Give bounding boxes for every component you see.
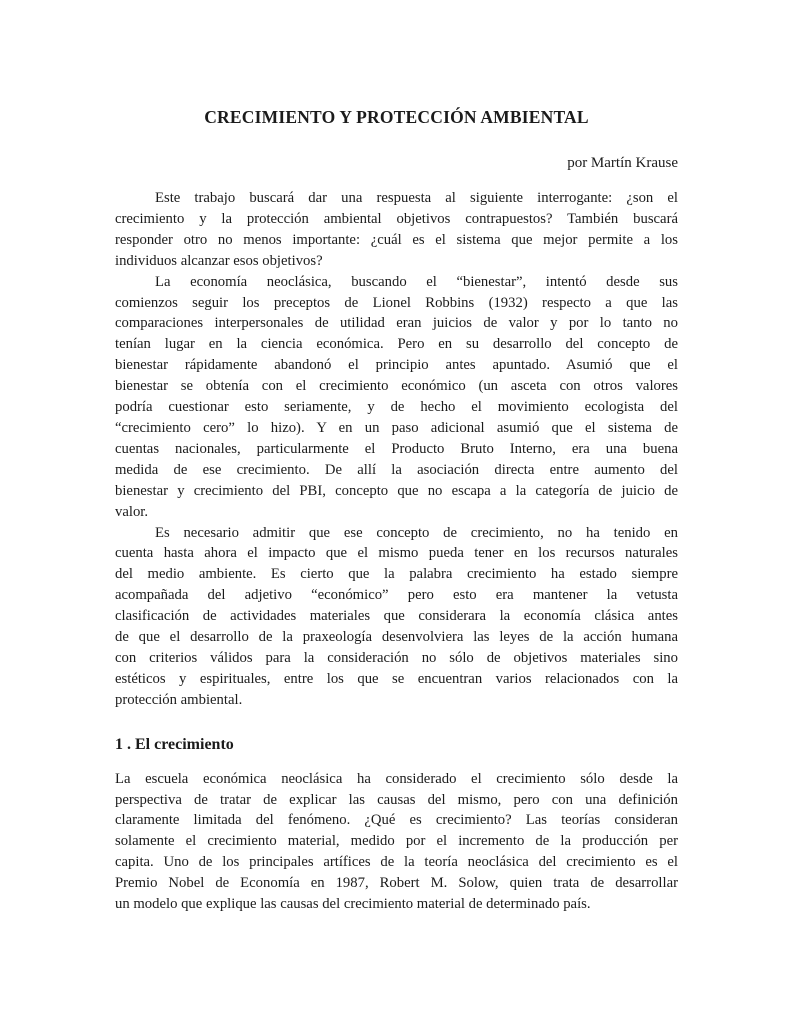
text-line: podría cuestionar esto seriamente, y de hecho el movimiento ecologista del [115,399,678,416]
text-line: un modelo que explique las causas del crecimiento material de determinado país. [115,896,591,913]
text-line: de que el desarrollo de la praxeología desenvolviera las leyes de la acción humana [115,629,678,646]
document-title: CRECIMIENTO Y PROTECCIÓN AMBIENTAL [204,107,589,127]
text-line: crecimiento y la protección ambiental objetivos contrapuestos? También buscará [115,210,678,227]
text-line: cuentas nacionales, particularmente el Producto Bruto Interno, era una buena [115,440,678,457]
text-line: comparaciones interpersonales de utilidad eran juicios de valor y por lo tanto no [115,315,678,332]
text-line: del medio ambiente. Es cierto que la palabra crecimiento ha estado siempre [115,566,678,583]
text-line: solamente el crecimiento material, medido por el incremento de la producción per [115,833,678,850]
text-line: tenían lugar en la ciencia económica. Pero en su desarrollo del concepto de [115,336,678,353]
text-line: con criterios válidos para la consideración no sólo de objetivos materiales sino [115,649,678,666]
paragraph [115,769,678,915]
text-line: La economía neoclásica, buscando el “bienestar”, intentó desde sus [155,273,678,290]
paragraph [115,272,678,523]
text-line: bienestar se obtenía con el crecimiento económico (un asceta con otros valores [115,378,678,395]
text-line: capita. Uno de los principales artífices de la teoría neoclásica del crecimiento es el [115,854,678,871]
text-line: claramente limitada del fenómeno. ¿Qué es crecimiento? Las teorías consideran [115,812,678,829]
text-line: bienestar y crecimiento del PBI, concepto que no escapa a la categoría de juicio de [115,482,678,499]
document-byline: por Martín Krause [567,155,678,171]
text-line: cuenta hasta ahora el impacto que el mismo pueda tener en los recursos naturales [115,545,678,562]
text-line: comienzos seguir los preceptos de Lionel Robbins (1932) respecto a que las [115,294,678,311]
text-line: valor. [115,503,149,520]
text-line: responder otro no menos importante: ¿cuál es el sistema que mejor permite a los [115,231,678,248]
paragraph [115,523,678,711]
text-line: protección ambiental. [115,691,243,708]
text-line: estéticos y espirituales, entre los que se encuentran varios relacionados con la [115,670,678,687]
text-line: bienestar rápidamente abandonó el principio antes apuntado. Asumió que el [115,357,678,374]
text-line: La escuela económica neoclásica ha considerado el crecimiento sólo desde la [115,770,678,787]
text-line: acompañada del adjetivo “económico” pero esto era mantener la vetusta [115,587,678,604]
text-line: perspectiva de tratar de explicar las causas del mismo, pero con una definición [115,791,678,808]
text-line: Premio Nobel de Economía en 1987, Robert M. Solow, quien trata de desarrollar [115,875,678,892]
document-text-block [115,107,678,915]
text-line: Es necesario admitir que ese concepto de crecimiento, no ha tenido en [155,524,678,541]
text-line: medida de ese crecimiento. De allí la asociación directa entre aumento del [115,461,678,478]
text-line: Este trabajo buscará dar una respuesta al siguiente interrogante: ¿son el [155,190,678,206]
text-line: individuos alcanzar esos objetivos? [115,252,323,269]
document-body [115,188,678,915]
text-line: “crecimiento cero” lo hizo). Y en un paso adicional asumió que el sistema de [115,419,678,436]
section-heading: 1 . El crecimiento [115,735,234,753]
paragraph [115,188,678,272]
text-line: clasificación de actividades materiales que considerara la economía clásica antes [115,608,678,625]
